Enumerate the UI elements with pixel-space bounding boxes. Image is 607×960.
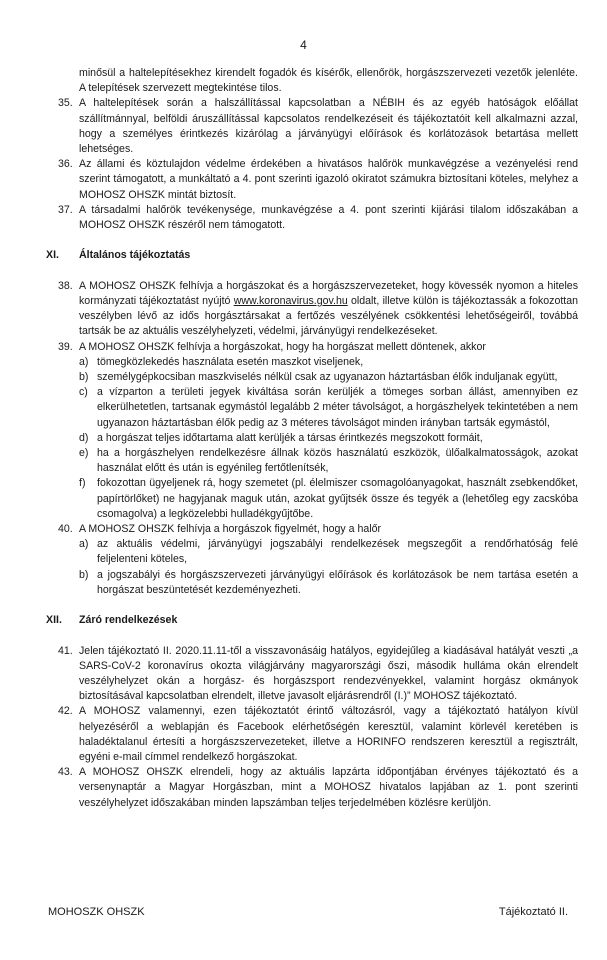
sub-letter: c) — [79, 386, 88, 399]
sub-letter: f) — [79, 477, 86, 490]
item-text: A MOHOSZ OHSZK elrendeli, hogy az aktuális lapzárta időpontjában érvényes tájékoztató és a versenynaptár a Magyar Horgászban, mint a MOHOSZ hivatalos lapjában az 1. pont szerinti veszélyhelyzet időszakában minden lapszámban teljes terjedelmében közlésre kerüljön. — [79, 766, 578, 809]
sub-item — [58, 476, 578, 522]
item-text: Jelen tájékoztató II. 2020.11.11-től a visszavonásáig hatályos, egyidejűleg a kiadásával hatályát veszti „a SARS-CoV-2 koronavírus okozta világjárvány magyarországi őszi, második hulláma okán elrendelt veszélyhelyzet okán a horgász- és horgászsport rendezvényekkel, valamint horgász okmányok biztosításával kapcsolatban elrendelt, illetve javasolt eljárásrendről (I.)” MOHOSZ tájékoztató. — [79, 644, 578, 703]
item-number: 42. — [58, 705, 73, 718]
item-number: 40. — [58, 523, 73, 536]
list-item — [58, 340, 578, 355]
sub-item — [58, 385, 578, 431]
sub-item — [58, 431, 578, 446]
item-text: A társadalmi halőrök tevékenysége, munkavégzése a 4. pont szerinti kijárási tilalom időszakában a MOHOSZ OHSZK részéről nem támogatott. — [79, 203, 578, 232]
item-number: 37. — [58, 203, 73, 216]
item-text-part: oldalt, illetve külön is tájékoztassák a fokozottan veszélyben lévő az idős horgásztársakat a fertőzés veszélyének csökkentési lehetőségeiről, továbbá tartsák be az aktuális veszélyhelyzeti, védelmi, járványügyi rendelkezéseket. — [79, 295, 579, 338]
sub-item — [58, 568, 578, 598]
list-item — [58, 203, 578, 233]
section-number: XII. — [46, 614, 62, 627]
sub-text: ha a horgászhelyen rendelkezésre állnak közös használatú eszközök, ülőalkalmatosságok, azokat használat előtt és után is egyénileg fertőtlenítsék, — [97, 447, 578, 475]
item-number: 43. — [58, 766, 73, 779]
government-link[interactable]: www.koronavirus.gov.hu — [233, 295, 348, 308]
item-text: A MOHOSZ valamennyi, ezen tájékoztatót érintő változásról, vagy a tájékoztató hatályon kívül helyezéséről a weblapján és Facebook elérhetőségén keresztül, valamint körlevél keretében is haladéktalanul értesíti a horgászszervezeteket, illetve a HORINFO rendszeren keresztül a regisztrált, egyéni e-mail címmel rendelkező horgászokat. — [79, 705, 578, 764]
page-footer — [48, 906, 568, 918]
list-item — [58, 704, 578, 765]
section-title: Záró rendelkezések — [79, 614, 178, 627]
page-body — [46, 66, 579, 811]
sub-text: személygépkocsiban maszkviselés nélkül csak az ugyanazon háztartásban élők induljanak együtt, — [97, 371, 558, 384]
sub-letter: d) — [79, 431, 89, 444]
sub-item — [58, 446, 578, 476]
item-text: A MOHOSZ OHSZK felhívja a horgászok figyelmét, hogy a halőr — [79, 523, 382, 536]
sub-text: a horgászat teljes időtartama alatt kerüljék a társas érintkezés megszokott formáit, — [97, 431, 483, 444]
item-number: 35. — [58, 97, 73, 110]
sub-letter: a) — [79, 538, 89, 551]
sub-text: az aktuális védelmi, járványügyi jogszabályi rendelkezések megszegőit a rendőrhatóság felé feljelenteni köteles, — [97, 538, 578, 566]
item-number: 36. — [58, 158, 73, 171]
section-number: XI. — [46, 249, 59, 262]
sub-item — [58, 355, 578, 370]
sub-letter: b) — [79, 371, 89, 384]
item-number: 41. — [58, 644, 73, 657]
page-number: 4 — [300, 38, 307, 52]
item-number: 38. — [58, 279, 73, 292]
footer-right: Tájékoztató II. — [498, 906, 568, 918]
list-item — [58, 279, 578, 340]
list-item — [58, 96, 578, 157]
item-text: A haltelepítések során a halszállítással kapcsolatban a NÉBIH és az egyéb hatóságok előállat szállítmánnyal, belföldi áruszállítással kapcsolatos rendelkezéseit és tájékoztatóit kell alkalmazni azzal, hogy a személyes érintkezés kizárólag a járványügyi előírások és korlátozások betartása mellett lehetséges. — [79, 97, 578, 156]
list-item — [58, 644, 578, 705]
sub-text: fokozottan ügyeljenek rá, hogy szemetet (pl. élelmiszer csomagolóanyagokat, használt zsebkendőket, papírtörlőket) ne hagyjanak maguk után, azokat gyűjtsék össze és tegyék a (lehetőleg egy zacskóba csomagolva) a legközelebbi hulladékgyűjtőbe. — [97, 477, 578, 520]
section-heading-xi — [46, 248, 578, 263]
continuation-paragraph: minősül a haltelepítésekhez kirendelt fogadók és kísérők, ellenőrök, horgászszervezeti vezetők jelenléte. A telepítések szervezett megtekintése tilos. — [79, 67, 578, 95]
item-text-part: A MOHOSZ OHSZK felhívja a horgászokat és a horgászszervezeteket, hogy kövessék nyomon a hiteles kormányzati tájékoztatást nyújtó — [79, 279, 578, 308]
sub-text: a jogszabályi és horgászszervezeti járványügyi előírások és korlátozások be nem tartása esetén a horgászat beszüntetését kezdeményezheti. — [97, 568, 578, 596]
list-item — [58, 522, 578, 537]
footer-left: MOHOSZK OHSZK — [48, 906, 145, 918]
sub-letter: b) — [79, 568, 89, 581]
item-number: 39. — [58, 340, 73, 353]
item-text — [79, 279, 578, 340]
sub-text: a vízparton a területi jegyek kiváltása során kerüljék a tömeges sorban állást, amennyiben ez elkerülhetetlen, tartsanak egymástól legalább 2 méter távolságot, a horgászhelyek tekintetében a nem ugyanazon háztartásban élők pedig az 3 méteres távolságot minden irányban tartsák egymástól, — [97, 386, 578, 429]
sub-item — [58, 370, 578, 385]
sub-text: tömegközlekedés használata esetén maszkot viseljenek, — [97, 355, 364, 368]
sub-letter: a) — [79, 355, 89, 368]
item-text: Az állami és köztulajdon védelme érdekében a hivatásos halőrök munkavégzése a vezényelési rend szerint támogatott, a munkáltató a 4. pont szerinti igazoló okiratot számukra biztosítani köteles, melyhez a MOHOSZ OHSZK mintát biztosít. — [79, 158, 578, 201]
item-text: A MOHOSZ OHSZK felhívja a horgászokat, hogy ha horgászat mellett döntenek, akkor — [79, 340, 486, 353]
section-heading-xii — [46, 613, 578, 628]
section-title: Általános tájékoztatás — [79, 249, 191, 262]
list-item — [58, 765, 578, 811]
list-item — [58, 157, 578, 203]
sub-letter: e) — [79, 447, 89, 460]
sub-item — [58, 537, 578, 567]
